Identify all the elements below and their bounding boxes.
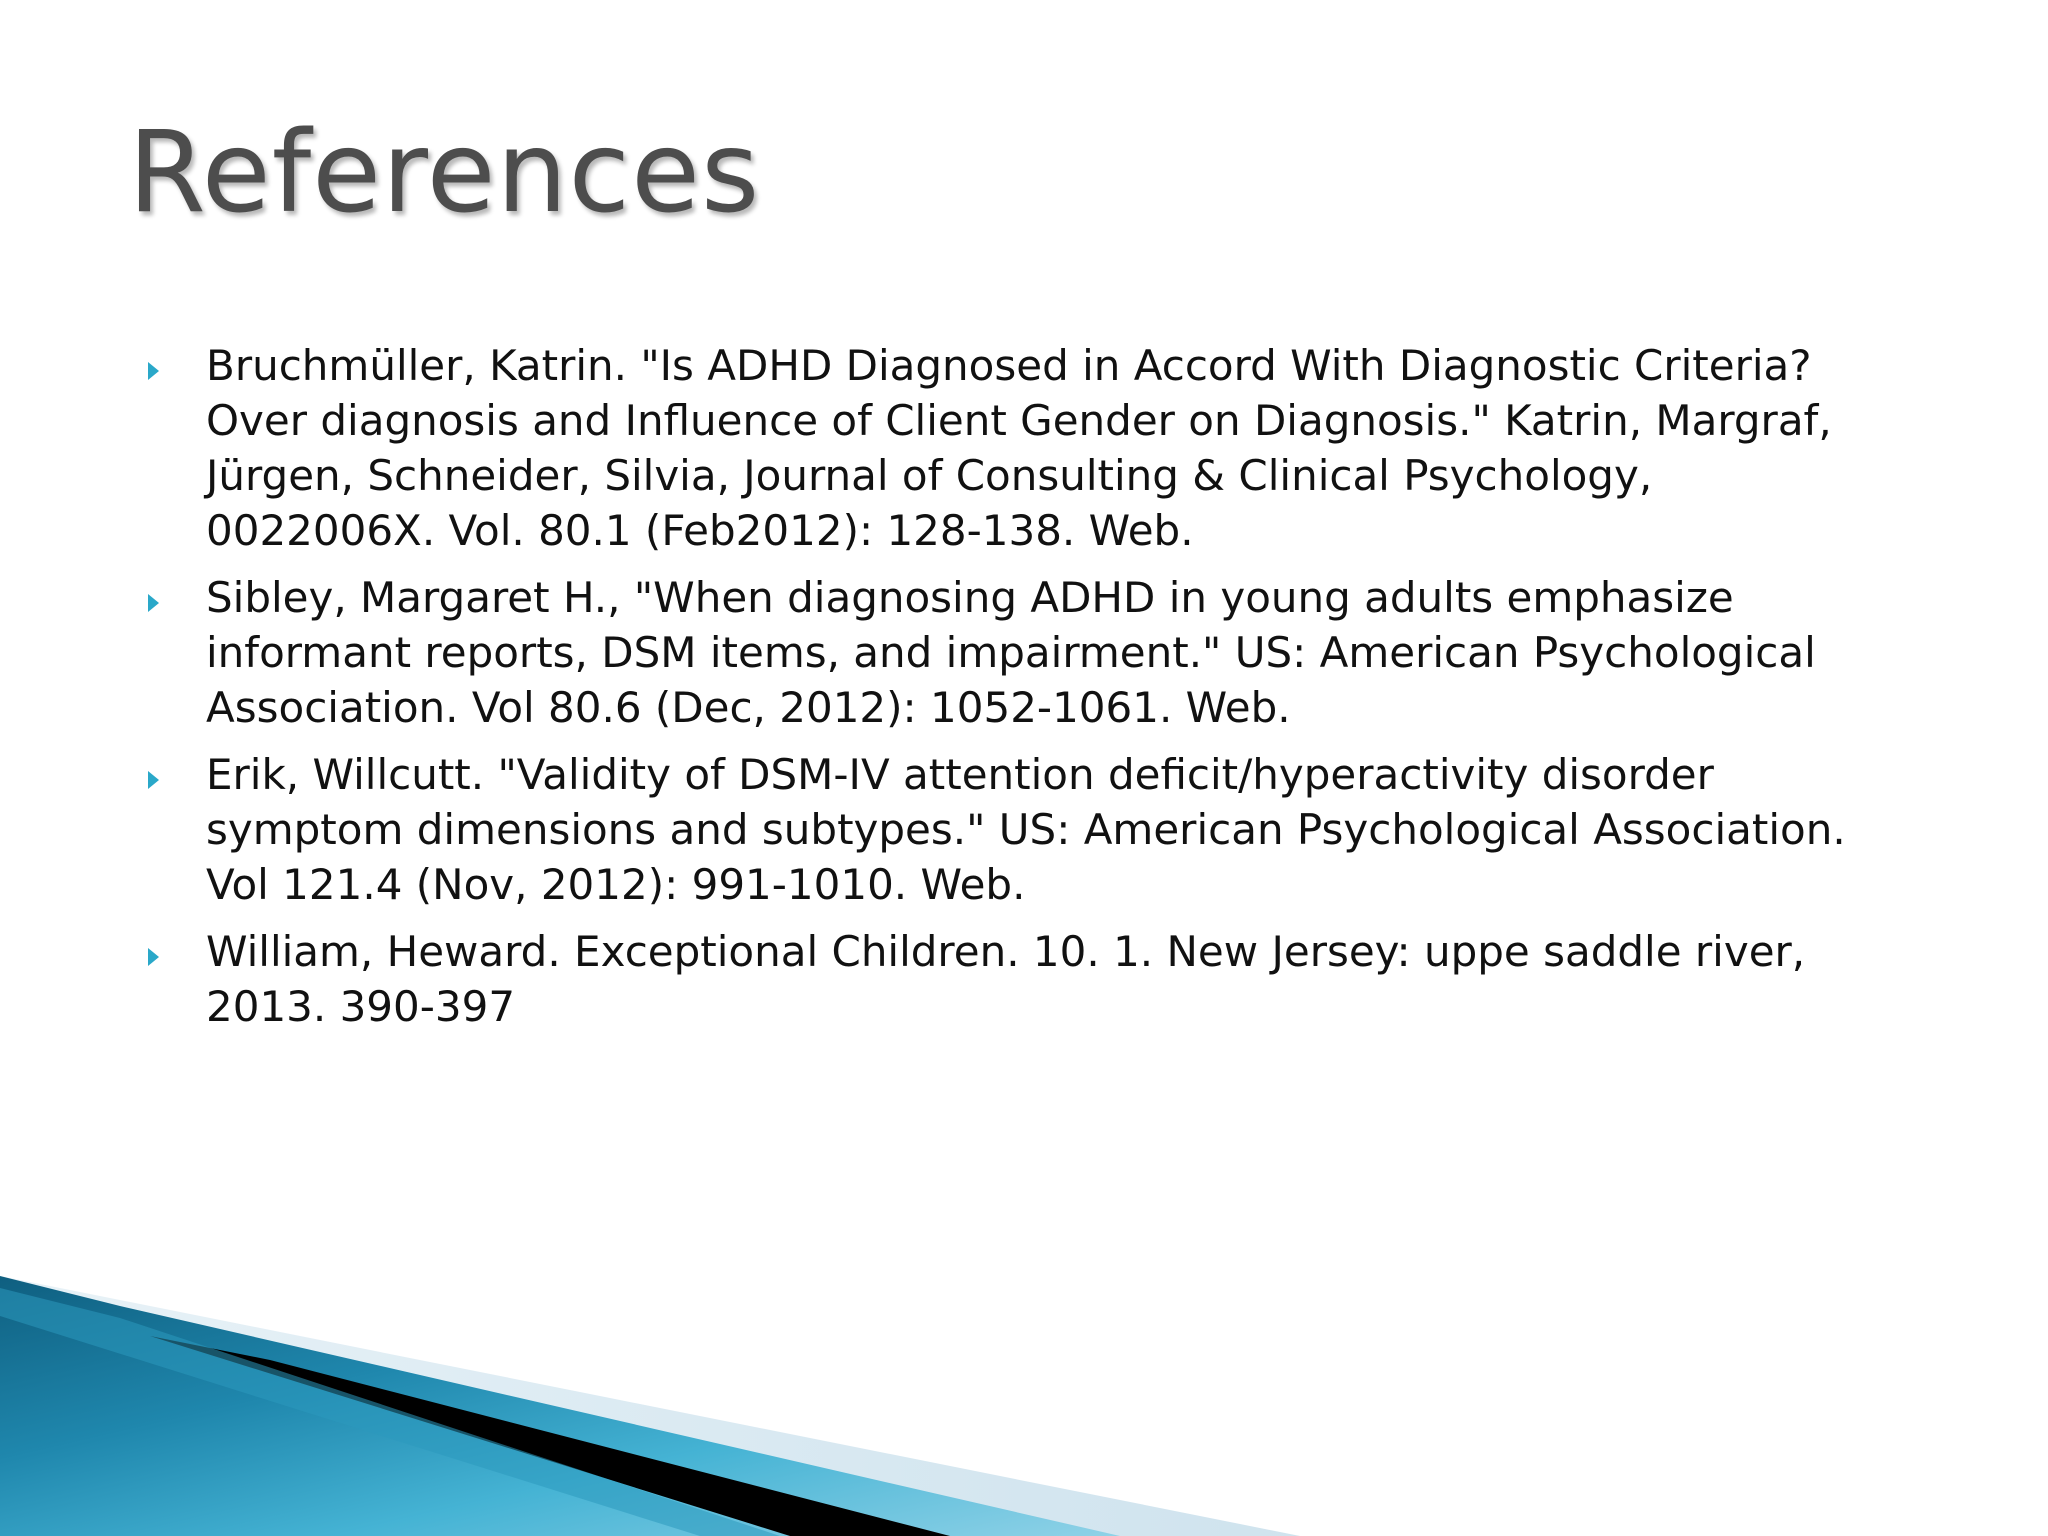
reference-list <box>148 338 1968 1046</box>
reference-item <box>148 338 1968 558</box>
reference-text: Sibley, Margaret H., "When diagnosing ADHD in young adults emphasize informant reports, DSM items, and impairment." US: American Psychological Association. Vol 80.6 (Dec, 2012): 1052-1061. Web. <box>206 573 1816 732</box>
reference-item <box>148 570 1968 735</box>
decorative-corner-swoosh <box>0 1276 2048 1536</box>
reference-text: Erik, Willcutt. "Validity of DSM-IV attention deficit/hyperactivity disorder symptom dimensions and subtypes." US: American Psychological Association. Vol 121.4 (Nov, 2012): 991-1010. Web. <box>206 750 1846 909</box>
triangle-bullet-icon <box>148 771 159 789</box>
triangle-bullet-icon <box>148 362 159 380</box>
triangle-bullet-icon <box>148 594 159 612</box>
reference-item <box>148 747 1968 912</box>
triangle-bullet-icon <box>148 948 159 966</box>
slide-title: References <box>128 108 761 238</box>
reference-text: Bruchmüller, Katrin. "Is ADHD Diagnosed in Accord With Diagnostic Criteria? Over diagnosis and Influence of Client Gender on Diagnosis." Katrin, Margraf, Jürgen, Schneider, Silvia, Journal of Consulting & Clinical Psychology, 0022006X. Vol. 80.1 (Feb2012): 128-138. Web. <box>206 341 1832 555</box>
reference-item <box>148 924 1968 1034</box>
reference-text: William, Heward. Exceptional Children. 10. 1. New Jersey: uppe saddle river, 2013. 390-397 <box>206 927 1806 1031</box>
